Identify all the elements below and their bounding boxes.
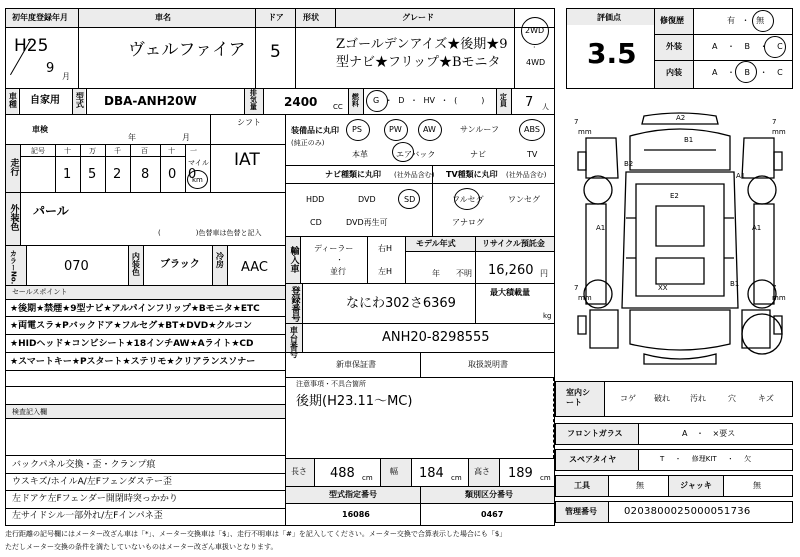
sales-line: ★両電スラ★Pバックドア★フルセグ★BT★DVD★クルコン	[10, 321, 253, 331]
navi-dvd: DVD	[358, 195, 376, 204]
import-parallel: 並行	[330, 267, 346, 276]
grade-line2: 型ナビ★フリップ★Bモニタ	[336, 55, 501, 70]
mark-b2: B2	[624, 160, 634, 168]
color-change-note: ( )色替車は色替と記入	[158, 229, 262, 237]
sales-line: ★スマートキー★Pスタート★ステリモ★クリアランスソナー	[10, 357, 256, 367]
odometer-digit: 8	[141, 167, 150, 182]
equip-leather: 本革	[352, 150, 368, 159]
shift-value: IAT	[234, 150, 260, 170]
exterior-color-label: 外装色	[8, 204, 19, 231]
model-label: 型式	[75, 92, 85, 108]
jack-value: 無	[753, 481, 761, 490]
door-count: 5	[270, 42, 281, 62]
equip-pw: PW	[389, 125, 402, 134]
length-cm: cm	[362, 474, 373, 482]
score-label: 評価点	[597, 13, 621, 22]
unit-ju-man: 十	[64, 147, 71, 155]
repair-label: 修復歴	[660, 16, 684, 25]
capacity-label: 定員	[499, 93, 508, 107]
navi-sublabel: (社外品含む)	[394, 171, 435, 179]
navi-label: ナビ種類に丸印	[325, 170, 381, 179]
equip-navi: ナビ	[470, 150, 486, 159]
registration-value: なにわ302さ6369	[346, 296, 456, 311]
mile-label: マイル	[188, 159, 209, 167]
inspector-line: バックパネル交換・歪・クランプ痕	[12, 460, 156, 470]
import-left-h: 左H	[378, 267, 393, 276]
door-label: ドア	[268, 13, 284, 22]
interior-b-circle	[735, 61, 757, 83]
navi-dvd-play: DVD再生可	[346, 218, 388, 227]
header-row	[6, 9, 514, 27]
equip-ps: PS	[352, 125, 362, 134]
inspector-line: ウスキズ/ホイルA/左Fフェンダステー歪	[12, 477, 172, 487]
width-label: 幅	[390, 467, 398, 476]
mark-7: 7	[772, 118, 777, 126]
spare-tire-label: スペアタイヤ	[569, 455, 617, 464]
height-cm: cm	[540, 474, 551, 482]
displacement-label: 排気量	[249, 89, 258, 110]
fuel-options: G ・ D ・ HV ・ ( )	[373, 96, 485, 105]
fuel-label: 燃料	[351, 93, 360, 107]
sales-point-label: セールスポイント	[12, 288, 68, 296]
width-value: 184	[419, 466, 444, 481]
usage-value: 自家用	[30, 95, 60, 106]
equip-tv: TV	[527, 150, 538, 159]
management-value: 0203800025000051736	[624, 506, 751, 517]
cc-unit: CC	[333, 103, 343, 111]
chassis-label: 車台番号	[289, 326, 299, 358]
mark-mm: mm	[578, 294, 592, 302]
import-right-h: 右H	[378, 244, 393, 253]
seat-ana: 穴	[728, 394, 736, 403]
year-label: 初年度登録年月	[12, 13, 68, 22]
drive-4wd: 4WD	[526, 58, 546, 67]
width-cm: cm	[451, 474, 462, 482]
spare-tire-value: T ・ 修理KIT ・ 欠	[660, 455, 752, 463]
inspector-line: 左ドアケ左Fフェンダー開閉時突っかかり	[12, 494, 178, 504]
reg-year: H25	[14, 36, 49, 56]
registration-label: 登録番号	[289, 286, 300, 322]
model-value: DBA-ANH20W	[104, 94, 197, 108]
import-label: 輸入車	[288, 246, 299, 273]
grade-label: グレード	[402, 13, 434, 22]
tv-sublabel: (社外品含む)	[506, 171, 547, 179]
car-damage-diagram	[566, 108, 794, 380]
drive-2wd: 2WD	[525, 26, 545, 35]
height-value: 189	[508, 466, 533, 481]
odometer-digit: 5	[88, 167, 97, 182]
shift-label: シフト	[237, 118, 261, 127]
mark-mm: mm	[772, 294, 786, 302]
equip-airbag: エアバック	[396, 150, 436, 159]
model-designation-label: 型式指定番号	[329, 490, 377, 499]
equip-aw: AW	[423, 125, 436, 134]
mark-b1: B1	[730, 280, 740, 288]
model-year-label: モデル年式	[416, 239, 456, 248]
shaken-label: 車検	[32, 125, 48, 134]
reg-month: 9	[46, 61, 55, 76]
tv-oneseg: ワンセグ	[508, 195, 540, 204]
windshield-label: フロントガラス	[567, 429, 623, 438]
length-label: 長さ	[291, 467, 307, 476]
exterior-grade-label: 外装	[666, 42, 682, 51]
unit-hyaku: 百	[141, 147, 148, 155]
mileage-label: 走行	[8, 158, 19, 176]
car-name: ヴェルファイア	[128, 40, 246, 60]
height-label: 高さ	[474, 467, 490, 476]
mark-mm: mm	[772, 128, 786, 136]
tools-value: 無	[636, 481, 644, 490]
color-no-label: カラーNo.	[9, 250, 18, 285]
manual-label: 取扱説明書	[468, 360, 508, 369]
navi-cd: CD	[310, 218, 322, 227]
interior-grade-options: A ・ B ・ C	[712, 68, 783, 77]
seat-yogore: 汚れ	[690, 394, 706, 403]
mark-7: 7	[772, 284, 777, 292]
seat-yabure: 破れ	[654, 394, 670, 403]
capacity-unit: 人	[542, 103, 549, 111]
mark-a1: A1	[736, 172, 746, 180]
inspector-line: 左サイドシル一部外れ/左Fインパネ歪	[12, 511, 163, 521]
km-label: km	[192, 176, 203, 184]
equipment-label: 装備品に丸印	[291, 126, 339, 135]
category-label: 類別区分番号	[465, 490, 513, 499]
tv-label: TV種類に丸印	[446, 170, 498, 179]
tv-fullseg: フルセグ	[452, 195, 484, 204]
sales-line: ★HIDヘッド★コンビシート★18インチAW★Aライト★CD	[10, 339, 254, 349]
exterior-c-circle	[764, 36, 786, 58]
odometer-digit: 1	[63, 167, 72, 182]
exterior-color-value: パール	[33, 204, 69, 218]
equip-sunroof: サンルーフ	[460, 125, 499, 134]
import-dealer: ディーラー	[314, 244, 354, 253]
tv-analog: アナログ	[452, 218, 484, 227]
ac-value: AAC	[241, 260, 268, 275]
interior-color-value: ブラック	[160, 259, 200, 270]
equipment-sublabel: (純正のみ)	[291, 139, 325, 147]
tools-label: 工具	[574, 481, 590, 490]
score-value: 3.5	[587, 37, 637, 70]
windshield-value: A ・ ×要ス	[682, 429, 736, 438]
mark-a1: A1	[596, 224, 606, 232]
odometer-digit: 2	[113, 167, 122, 182]
recycle-yen: 円	[540, 269, 548, 278]
length-value: 488	[330, 466, 355, 481]
usage-label: 車種	[8, 92, 18, 108]
mark-e2: E2	[670, 192, 679, 200]
mark-7: 7	[574, 118, 579, 126]
interior-color-label: 内装色	[131, 252, 141, 276]
interior-seat-label: 室内シート	[566, 388, 590, 408]
equip-abs: ABS	[524, 125, 540, 134]
import-dot: ・	[336, 256, 343, 264]
mark-mm: mm	[578, 128, 592, 136]
management-label: 管理番号	[565, 507, 597, 516]
unit-ichi: 一	[190, 147, 197, 155]
odometer-digit: 0	[188, 167, 197, 182]
mark-a2: A2	[676, 114, 686, 122]
car-name-label: 車名	[155, 13, 171, 22]
model-year-unknown: 不明	[456, 269, 472, 278]
mark-xx: XX	[658, 284, 668, 292]
navi-hdd: HDD	[306, 195, 325, 204]
category-value: 0467	[481, 510, 504, 519]
odometer-digit: 0	[168, 167, 177, 182]
footer-note-2: ただしメーター交換の条件を満たしていないものはメーター改ざん車扱いとなります。	[5, 543, 278, 551]
inspector-label: 検査記入欄	[12, 408, 47, 416]
kg-unit: kg	[543, 312, 552, 320]
chassis-value: ANH20-8298555	[382, 330, 490, 345]
sales-line: ★後期★禁煙★9型ナビ★アルパインフリップ★Bモニタ★ETC	[10, 304, 260, 314]
drive-dot: ·	[533, 43, 536, 52]
mark-7: 7	[574, 284, 579, 292]
model-designation-value: 16086	[342, 510, 370, 519]
color-no-value: 070	[64, 259, 89, 274]
shaken-month-unit: 月	[182, 133, 190, 142]
mark-a1: A1	[752, 224, 762, 232]
recycle-value: 16,260	[488, 263, 534, 278]
capacity-value: 7	[525, 95, 534, 110]
ac-label: 冷房	[215, 252, 225, 268]
jack-label: ジャッキ	[680, 481, 712, 490]
repair-options: 有 ・ 無	[727, 16, 765, 25]
shape-label: 形状	[303, 13, 319, 22]
record-label: 記号	[31, 147, 45, 155]
unit-ju: 十	[168, 147, 175, 155]
shaken-year-unit: 年	[128, 133, 136, 142]
unit-man: 万	[89, 147, 96, 155]
exterior-grade-options: A ・ B ・ C	[712, 42, 783, 51]
mark-b1: B1	[684, 136, 694, 144]
seat-kizu: キズ	[758, 394, 774, 403]
warranty-label: 新車保証書	[336, 360, 376, 369]
max-load-label: 最大積載量	[490, 288, 530, 297]
navi-sd: SD	[404, 195, 416, 204]
model-year-unit: 年	[432, 269, 440, 278]
displacement-value: 2400	[284, 95, 318, 109]
reg-month-unit: 月	[62, 72, 70, 81]
notes-label: 注意事項・不具合箇所	[296, 380, 366, 388]
footer-note-1: 走行距離の記号欄にはメーター改ざん車は「*」、メーター交換車は「$」、走行不明車は「#」を記入してください。メーター交換で合算表示した場合にも「$」	[5, 530, 507, 538]
repair-none-circle	[752, 10, 774, 32]
seat-koge: コゲ	[620, 394, 636, 403]
notes-value: 後期(H23.11～MC)	[296, 394, 413, 409]
unit-sen: 千	[114, 147, 121, 155]
grade-line1: Zゴールデンアイズ★後期★9	[336, 37, 508, 52]
recycle-label: リサイクル預託金	[482, 239, 545, 248]
interior-grade-label: 内装	[666, 68, 682, 77]
